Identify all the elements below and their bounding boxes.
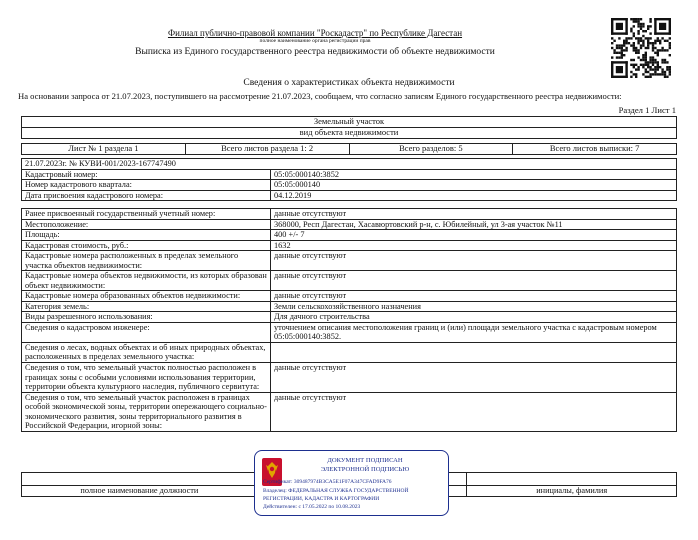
row-value: 04.12.2019 [271,190,677,201]
table-row [22,271,677,291]
table-row [22,219,677,230]
stamp-valid: Действителен: с 17.05.2022 по 10.08.2023 [263,504,361,510]
table-row [22,190,677,201]
table-row [22,322,677,342]
sheet-number: Лист № 1 раздела 1 [22,144,186,155]
total-sheets-section: Всего листов раздела 1: 2 [185,144,349,155]
row-value: Для дачного строительства [271,312,677,323]
org-caption: полное наименование органа регистрации прав [259,38,371,45]
total-sections: Всего разделов: 5 [349,144,513,155]
position-caption: полное наименование должности [22,486,258,497]
table-row [22,169,677,180]
row-label: Кадастровые номера объектов недвижимости, из которых образован объект недвижимости: [22,271,271,291]
row-value: данные отсутствуют [271,291,677,302]
row-label: Сведения о лесах, водных объектах и об иных природных объектах, расположенных в пределах земельного участка: [22,342,271,362]
row-label: Сведения о том, что земельный участок расположен в границах особой экономической зоны, территории опережающего социально-экономического развития, зоны территориального развития в Российской Федерации, игорной зоны: [22,392,271,431]
row-value: данные отсутствуют [271,362,677,392]
stamp-line2: ЭЛЕКТРОННОЙ ПОДПИСЬЮ [320,466,410,473]
page-ref: Раздел 1 Лист 1 [618,105,676,115]
row-value: данные отсутствуют [271,271,677,291]
object-type: Земельный участок [22,117,677,128]
extract-title: Выписка из Единого государственного реестра недвижимости об объекте недвижимости [135,46,495,57]
object-type-caption: вид объекта недвижимости [22,127,677,138]
row-label: Категория земель: [22,301,271,312]
kv-table-b [21,208,677,432]
row-label: Кадастровые номера расположенных в пределах земельного участка объектов недвижимости: [22,251,271,271]
table-row [22,180,677,191]
stamp-owner: Владелец: ФЕДЕРАЛЬНАЯ СЛУЖБА ГОСУДАРСТВЕННОЙ [263,488,409,494]
request-text: На основании запроса от 21.07.2023, поступившего на рассмотрение 21.07.2023, сообщаем, что согласно записям Единого государственного реестра недвижимости: [18,91,622,101]
row-value: данные отсутствуют [271,251,677,271]
row-label: Дата присвоения кадастрового номера: [22,190,271,201]
table-row [22,362,677,392]
total-sheets: Всего листов выписки: 7 [513,144,677,155]
sheet-info-row [21,143,677,155]
doc-number: 21.07.2023г. № КУВИ-001/2023-167747490 [22,159,677,170]
row-value: 368000, Респ Дагестан, Хасавюртовский р-н, с. Юбилейный, ул 3-ая участок №11 [271,219,677,230]
table-row [22,291,677,302]
row-value [271,342,677,362]
row-value: уточнением описания местоположения границ и (или) площади земельного участка с кадастровым номером 05:05:000140:3852. [271,322,677,342]
stamp-owner2: РЕГИСТРАЦИИ, КАДАСТРА И КАРТОГРАФИИ [263,496,380,502]
object-type-table [21,116,677,139]
row-label: Ранее присвоенный государственный учетный номер: [22,209,271,220]
row-label: Сведения о кадастровом инженере: [22,322,271,342]
row-value: Земли сельскохозяйственного назначения [271,301,677,312]
org-name: Филиал публично-правовой компании "Роскадастр" по Республике Дагестан [167,28,463,38]
row-label: Площадь: [22,230,271,241]
table-row [22,392,677,431]
row-label: Кадастровые номера образованных объектов недвижимости: [22,291,271,302]
table-row [22,312,677,323]
row-value: 1632 [271,240,677,251]
stamp-cert: Сертификат: 309487974B3CA5E1F07A347CFAD9FA76 [263,479,392,485]
row-label: Сведения о том, что земельный участок полностью расположен в границах зоны с особыми условиями использования территории, территории объекта культурного наследия, публичного сервитута: [22,362,271,392]
table-row [22,230,677,241]
row-value: данные отсутствуют [271,209,677,220]
table-row [22,342,677,362]
row-value: данные отсутствуют [271,392,677,431]
kv-table-a [21,158,677,201]
row-value: 05:05:000140:3852 [271,169,677,180]
e-signature-stamp [254,450,449,516]
table-row [22,301,677,312]
row-label: Кадастровая стоимость, руб.: [22,240,271,251]
table-row [22,251,677,271]
row-label: Номер кадастрового квартала: [22,180,271,191]
row-label: Кадастровый номер: [22,169,271,180]
stamp-line1: ДОКУМЕНТ ПОДПИСАН [327,457,403,464]
section-title: Сведения о характеристиках объекта недвижимости [243,78,455,88]
row-label: Местоположение: [22,219,271,230]
qr-code-icon [611,18,671,81]
table-row [22,240,677,251]
row-value: 05:05:000140 [271,180,677,191]
table-row [22,209,677,220]
initials-caption: инициалы, фамилия [467,486,677,497]
row-value: 400 +/- 7 [271,230,677,241]
row-label: Виды разрешенного использования: [22,312,271,323]
